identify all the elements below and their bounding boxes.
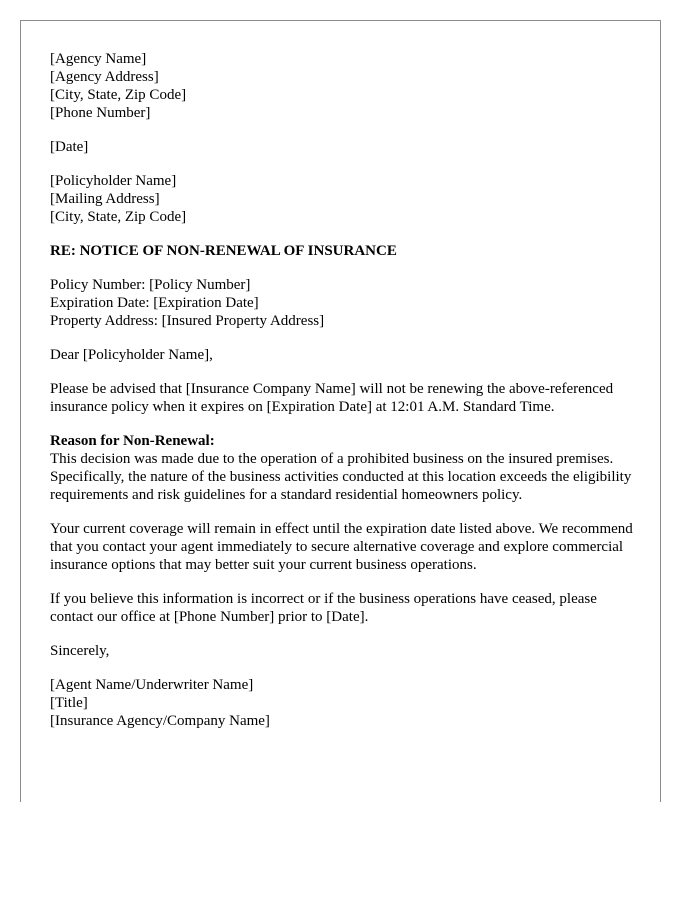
agency-name: [Agency Name] [50,51,147,67]
closing: Sincerely, [50,643,110,659]
agency-address: [Agency Address] [50,69,159,85]
agency-city-state-zip: [City, State, Zip Code] [50,87,187,103]
recipient-mailing-address: [Mailing Address] [50,191,160,207]
signature-name: [Agent Name/Underwriter Name] [50,677,254,693]
date-block [50,138,640,156]
sender-address-block [50,50,640,122]
recipient-name: [Policyholder Name] [50,173,177,189]
letter-page [20,20,661,802]
closing-block [50,642,640,660]
policy-number: Policy Number: [Policy Number] [50,277,251,293]
agency-phone: [Phone Number] [50,105,151,121]
signature-block [50,676,640,730]
reason-block [50,432,640,504]
letter-content [50,50,640,746]
salutation: Dear [Policyholder Name], [50,347,213,363]
letter-date: [Date] [50,139,89,155]
reason-text: This decision was made due to the operation of a prohibited business on the insured premises. Specifically, the nature of the business activities conducted at this location exceeds the eligibility requirements and risk guidelines for a standard residential homeowners policy. [50,451,632,503]
salutation-block [50,346,640,364]
recipient-city-state-zip: [City, State, Zip Code] [50,209,187,225]
policy-property-address: Property Address: [Insured Property Address] [50,313,325,329]
subject-block [50,242,640,260]
policy-expiration: Expiration Date: [Expiration Date] [50,295,259,311]
signature-company: [Insurance Agency/Company Name] [50,713,270,729]
recipient-address-block [50,172,640,226]
reason-heading: Reason for Non-Renewal: [50,433,215,449]
contact-paragraph: If you believe this information is incorrect or if the business operations have ceased, please contact our office at [Phone Number] prior to [Date]. [50,591,597,625]
intro-paragraph: Please be advised that [Insurance Company Name] will not be renewing the above-referenced insurance policy when it expires on [Expiration Date] at 12:01 A.M. Standard Time. [50,381,614,415]
subject-line: RE: NOTICE OF NON-RENEWAL OF INSURANCE [50,243,397,259]
policy-details-block [50,276,640,330]
coverage-paragraph: Your current coverage will remain in effect until the expiration date listed above. We recommend that you contact your agent immediately to secure alternative coverage and explore commercial insurance options that may better suit your current business operations. [50,521,633,573]
signature-title: [Title] [50,695,88,711]
